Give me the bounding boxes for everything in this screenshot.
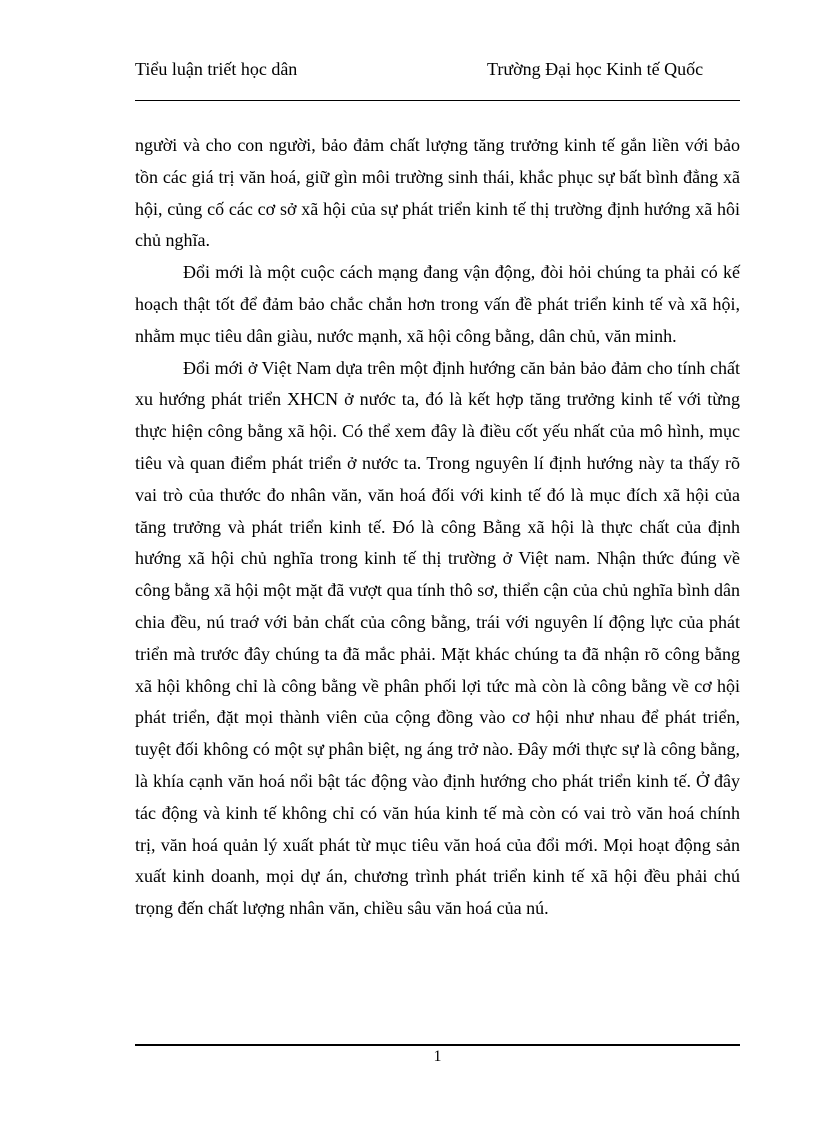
page-header (135, 58, 740, 101)
paragraph-doi-moi-viet-nam: Đổi mới ở Việt Nam dựa trên một định hướng căn bản bảo đảm cho tính chất xu hướng phát triển XHCN ở nước ta, đó là kết hợp tăng trưởng kinh tế với từng thực hiện công bằng xã hội. Có thể xem đây là điều cốt yếu nhất của mô hình, mục tiêu và quan điểm phát triển ở nước ta. Trong nguyên lí định hướng này ta thấy rõ vai trò của thước đo nhân văn, văn hoá đối với kinh tế đó là mục đích xã hội của tăng trưởng và phát triển kinh tế. Đó là công Bằng xã hội là thực chất của định hướng xã hội chủ nghĩa trong kinh tế thị trường ở Việt nam. Nhận thức đúng về công bằng xã hội một mặt đã vượt qua tính thô sơ, thiển cận của chủ nghĩa bình dân chia đều, nú traớ với bản chất của công bằng, trái với nguyên lí động lực của phát triển mà trước đây chúng ta đã mắc phải. Mặt khác chúng ta đã nhận rõ công bằng xã hội không chỉ là công bằng về phân phối lợi tức mà còn là công bằng về cơ hội phát triển, đặt mọi thành viên của cộng đồng vào cơ hội như nhau để phát triển, tuyệt đối không có một sự phân biệt, ng áng trở nào. Đây mới thực sự là công bằng, là khía cạnh văn hoá nổi bật tác động vào định hướng cho phát triển kinh tế. Ở đây tác động và kinh tế không chỉ có văn húa kinh tế mà còn có vai trò văn hoá chính trị, văn hoá quản lý xuất phát từ mục tiêu văn hoá của đổi mới. Mọi hoạt động sản xuất kinh doanh, mọi dự án, chương trình phát triển kinh tế xã hội đều phải chú trọng đến chất lượng nhân văn, chiều sâu văn hoá của nú. (135, 357, 740, 919)
header-left-title: Tiểu luận triết học dân (135, 59, 298, 79)
footer-divider (135, 1044, 740, 1046)
document-body (135, 130, 740, 925)
paragraph-doi-moi-cach-mang: Đổi mới là một cuộc cách mạng đang vận động, đòi hỏi chúng ta phải có kế hoạch thật tốt để đảm bảo chắc chắn hơn trong vấn đề phát triển kinh tế và xã hội, nhằm mục tiêu dân giàu, nước mạnh, xã hội công bằng, dân chủ, văn minh. (135, 262, 740, 346)
paragraph-continuation: người và cho con người, bảo đảm chất lượng tăng trưởng kinh tế gắn liền với bảo tồn các giá trị văn hoá, giữ gìn môi trường sinh thái, khắc phục sự bất bình đẳng xã hội, củng cố các cơ sở xã hội của sự phát triển kinh tế thị trường định hướng xã hôi chủ nghĩa. (135, 135, 740, 251)
header-right-title: Trường Đại học Kinh tế Quốc (487, 59, 704, 79)
page-number: 1 (433, 1048, 442, 1065)
